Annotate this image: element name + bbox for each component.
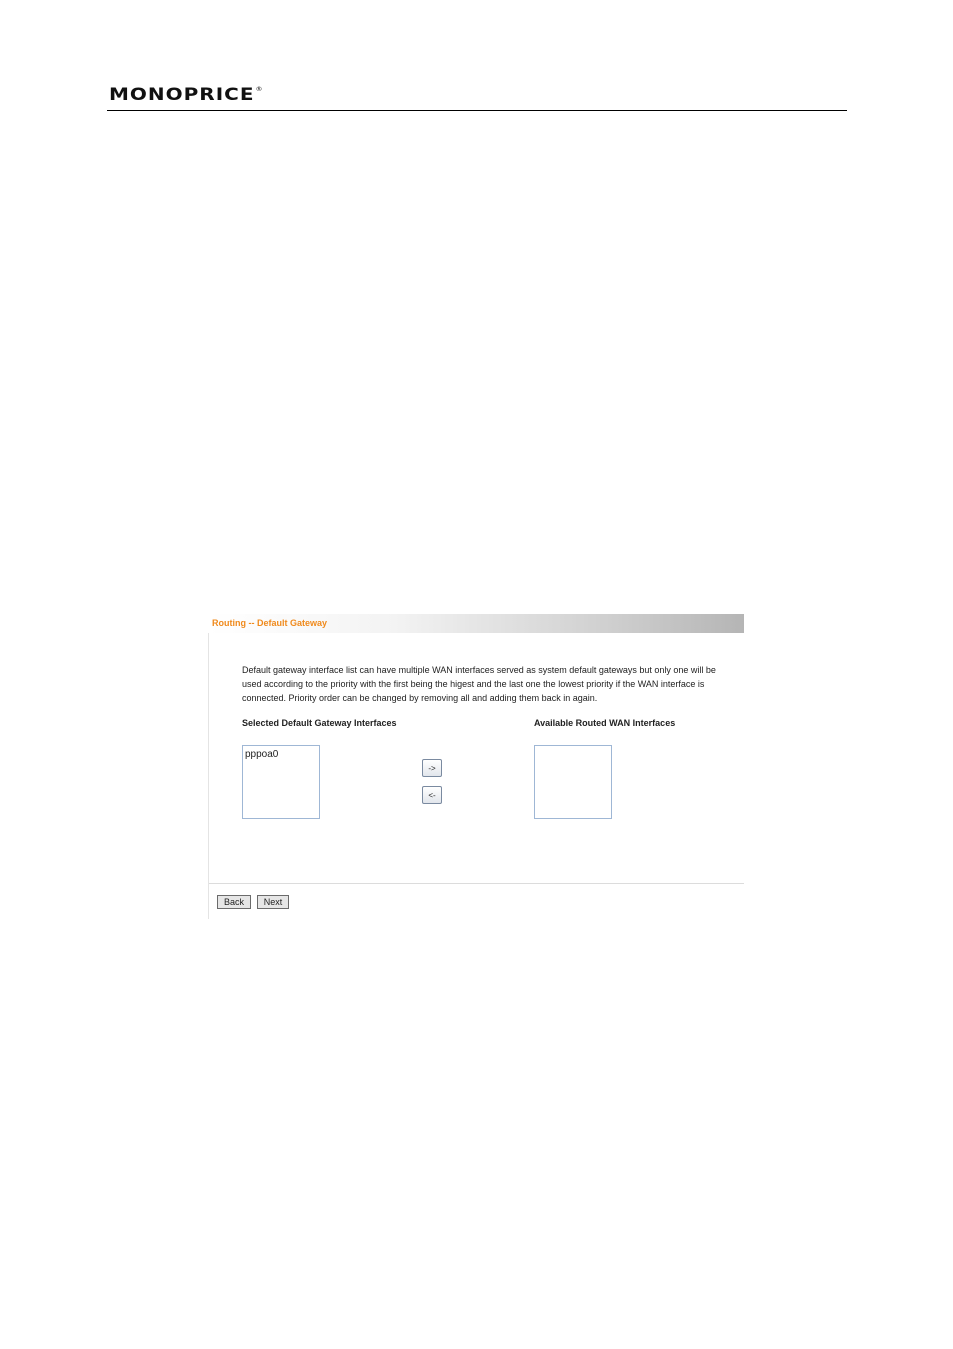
page-title: Routing -- Default Gateway	[212, 618, 328, 628]
next-button[interactable]: Next	[257, 895, 289, 909]
page-title-bar	[208, 614, 744, 633]
router-config-screenshot	[208, 614, 744, 919]
back-button[interactable]: Back	[217, 895, 251, 909]
description-text: Default gateway interface list can have multiple WAN interfaces served as system default gateways but only one will be used according to the priority with the first being the higest and the last one the lowest priority if the WAN interface is connected. Priority order can be changed by removing all and adding them back in again.	[242, 665, 716, 703]
monoprice-logo	[109, 84, 262, 104]
list-item[interactable]: pppoa0	[245, 749, 279, 760]
move-right-button[interactable]: ->	[422, 759, 442, 777]
move-left-button[interactable]: <-	[422, 786, 442, 804]
available-interfaces-label: Available Routed WAN Interfaces	[534, 718, 676, 728]
selected-interfaces-listbox[interactable]	[242, 745, 320, 819]
selected-interfaces-label: Selected Default Gateway Interfaces	[242, 718, 397, 728]
divider	[209, 883, 744, 884]
document-header	[107, 84, 847, 111]
registered-mark: ®	[255, 85, 264, 93]
left-border	[208, 633, 209, 919]
brand-name: MONOPRICE	[109, 84, 255, 105]
available-interfaces-listbox[interactable]	[534, 745, 612, 819]
